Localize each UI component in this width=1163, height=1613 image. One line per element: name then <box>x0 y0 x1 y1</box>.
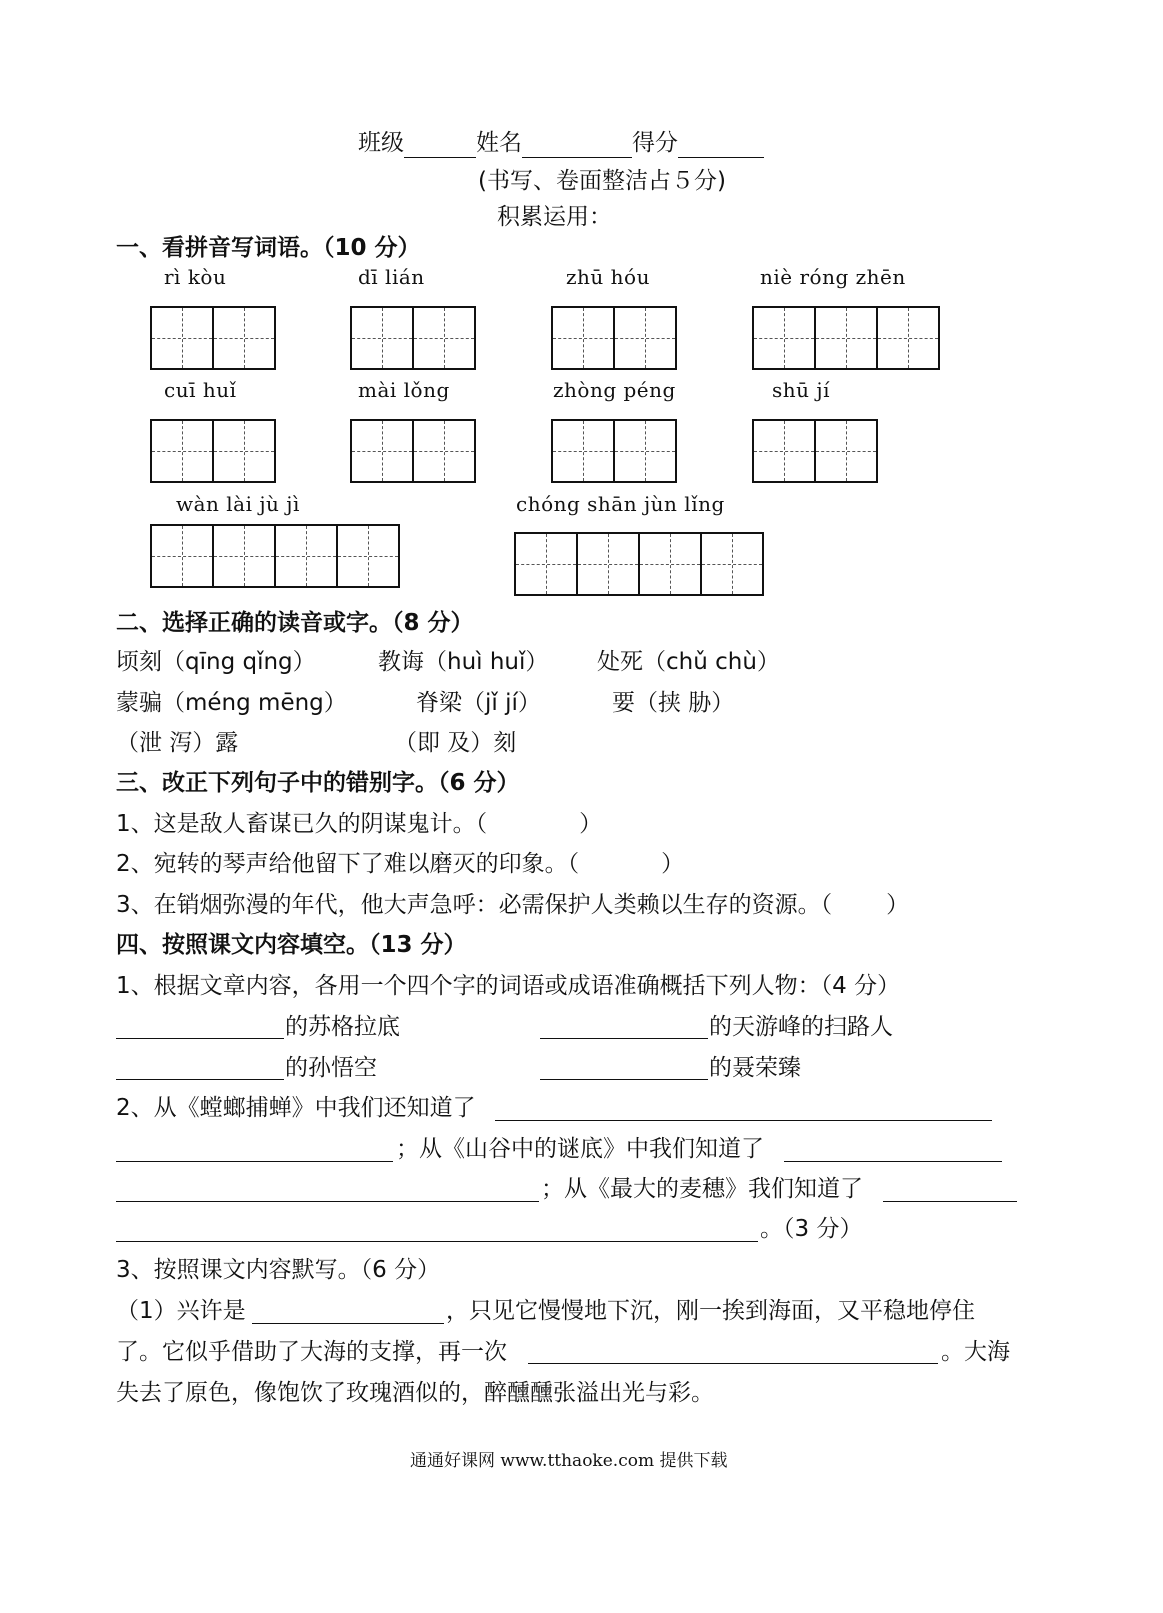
char-grid-5[interactable] <box>150 419 276 483</box>
char-grid-9[interactable] <box>150 524 400 588</box>
choice-1[interactable]: 顷刻（qīng qǐng） <box>116 649 316 675</box>
section1-title: 一、看拼音写词语。（10 分） <box>116 235 421 261</box>
q2-blank-5[interactable] <box>883 1201 1017 1202</box>
q1-blank-2[interactable] <box>540 1038 708 1039</box>
pinyin-1: rì kòu <box>164 265 227 289</box>
q1-blank-4[interactable] <box>540 1079 708 1080</box>
q1-item-2: 的天游峰的扫路人 <box>709 1014 893 1040</box>
char-grid-8[interactable] <box>752 419 878 483</box>
section4-title: 四、按照课文内容填空。（13 分） <box>116 932 467 958</box>
q3-prompt: 3、按照课文内容默写。（6 分） <box>116 1257 441 1283</box>
q1-prompt: 1、根据文章内容，各用一个四个字的词语或成语准确概括下列人物：（4 分） <box>116 973 901 999</box>
q2-blank-4[interactable] <box>116 1201 539 1202</box>
char-grid-6[interactable] <box>350 419 476 483</box>
q3-1-a: （1）兴许是 <box>116 1298 246 1324</box>
pinyin-6: mài lǒng <box>358 378 450 402</box>
q1-item-3: 的孙悟空 <box>285 1055 377 1081</box>
q3-blank-2[interactable] <box>528 1363 938 1364</box>
pinyin-4: niè róng zhēn <box>760 265 906 289</box>
q1-item-4: 的聂荣臻 <box>709 1055 801 1081</box>
pinyin-8: shū jí <box>772 378 830 402</box>
section2-title: 二、选择正确的读音或字。（8 分） <box>116 610 474 636</box>
char-grid-3[interactable] <box>551 306 677 370</box>
char-grid-7[interactable] <box>551 419 677 483</box>
score-blank[interactable] <box>678 133 764 158</box>
pinyin-5: cuī huǐ <box>164 378 237 402</box>
choice-2[interactable]: 教诲（huì huǐ） <box>378 649 549 675</box>
choice-7[interactable]: （泄 泻）露 <box>116 730 239 756</box>
char-grid-2[interactable] <box>350 306 476 370</box>
handwriting-note: (书写、卷面整洁占５分) <box>478 168 726 194</box>
class-blank[interactable] <box>404 133 476 158</box>
choice-8[interactable]: （即 及）刻 <box>394 730 517 756</box>
footer-source: 通通好课网 www.tthaoke.com 提供下载 <box>410 1451 728 1471</box>
char-grid-10[interactable] <box>514 532 764 596</box>
class-field <box>358 128 764 158</box>
q3-1-c: 了。它似乎借助了大海的支撑，再一次 <box>116 1339 507 1365</box>
correction-line-3: 3、在销烟弥漫的年代，他大声急呼：必需保护人类赖以生存的资源。（ ） <box>116 892 910 918</box>
q2-blank-3[interactable] <box>784 1161 1002 1162</box>
q2-blank-2[interactable] <box>116 1161 393 1162</box>
pinyin-9: wàn lài jù jì <box>176 492 300 516</box>
name-blank[interactable] <box>522 133 632 158</box>
q3-blank-1[interactable] <box>252 1323 444 1324</box>
class-label: 班级 <box>358 130 404 156</box>
q3-1-e: 失去了原色，像饱饮了玫瑰酒似的，醉醺醺张溢出光与彩。 <box>116 1380 714 1406</box>
q3-1-d: 。大海 <box>941 1339 1010 1365</box>
pinyin-7: zhòng péng <box>553 378 676 402</box>
choice-6[interactable]: 要（挟 胁） <box>612 690 735 716</box>
q2-blank-1[interactable] <box>495 1120 992 1121</box>
q1-blank-1[interactable] <box>116 1038 284 1039</box>
q2-prompt-a: 2、从《螳螂捕蝉》中我们还知道了 <box>116 1095 476 1121</box>
score-label: 得分 <box>632 130 678 156</box>
page-title: 积累运用： <box>497 204 612 230</box>
correction-line-1: 1、这是敌人畜谋已久的阴谋鬼计。（ ） <box>116 811 603 837</box>
correction-line-2: 2、宛转的琴声给他留下了难以磨灭的印象。（ ） <box>116 851 685 877</box>
char-grid-4[interactable] <box>752 306 940 370</box>
pinyin-2: dī lián <box>358 265 425 289</box>
q2-prompt-d: 。（3 分） <box>760 1216 863 1242</box>
choice-4[interactable]: 蒙骗（méng mēng） <box>116 690 347 716</box>
name-label: 姓名 <box>476 130 522 156</box>
q1-blank-3[interactable] <box>116 1079 284 1080</box>
q2-prompt-c: ；从《最大的麦穗》我们知道了 <box>541 1176 863 1202</box>
q2-prompt-b: ；从《山谷中的谜底》中我们知道了 <box>396 1136 764 1162</box>
char-grid-1[interactable] <box>150 306 276 370</box>
pinyin-10: chóng shān jùn lǐng <box>516 492 725 516</box>
section3-title: 三、改正下列句子中的错别字。（6 分） <box>116 770 520 796</box>
q2-blank-6[interactable] <box>116 1241 758 1242</box>
pinyin-3: zhū hóu <box>566 265 650 289</box>
choice-3[interactable]: 处死（chǔ chù） <box>597 649 780 675</box>
choice-5[interactable]: 脊梁（jǐ jí） <box>416 690 541 716</box>
q1-item-1: 的苏格拉底 <box>285 1014 400 1040</box>
q3-1-b: ，只见它慢慢地下沉，刚一挨到海面，又平稳地停住 <box>446 1298 975 1324</box>
